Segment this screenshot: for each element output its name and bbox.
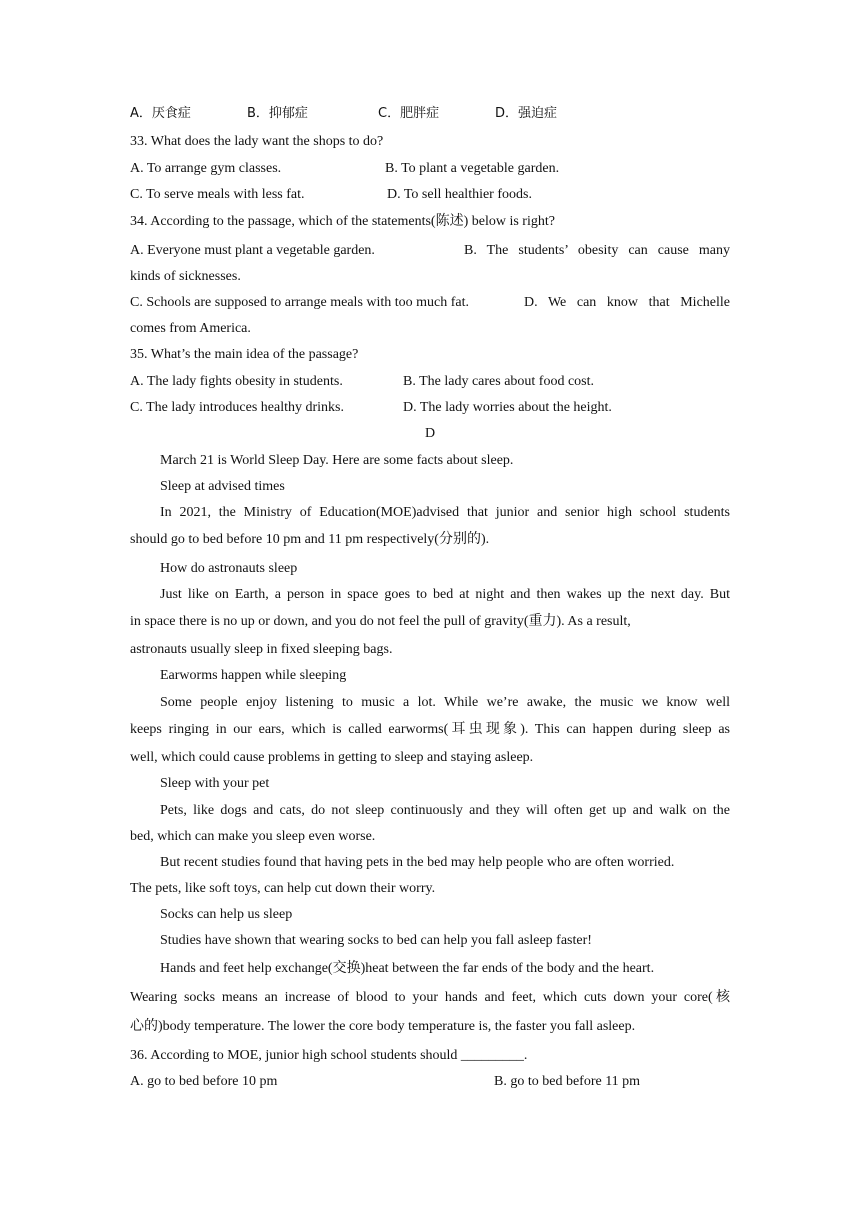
q35-option-c: C. The lady introduces healthy drinks. [130,400,344,415]
q36-options-row1 [130,1072,730,1092]
heading-advised-times: Sleep at advised times [160,479,285,494]
p7-line1: Hands and feet help exchange(交换)heat between the far ends of the body and the heart. [160,961,655,976]
q34-question: 34. According to the passage, which of the statements(陈述) below is right? [130,214,555,229]
q35-options-row2 [130,398,730,418]
p1-line2: should go to bed before 10 pm and 11 pm respectively(分别的). [130,532,490,547]
p2-line2: in space there is no up or down, and you do not feel the pull of gravity(重力). As a result, [130,614,631,629]
p2-line3: astronauts usually sleep in fixed sleeping bags. [130,642,393,657]
q35-option-b: B. The lady cares about food cost. [403,374,595,389]
q36-option-a: A. go to bed before 10 pm [130,1074,278,1089]
section-letter: D [424,426,436,441]
q33-options-row2 [130,185,730,205]
heading-earworms: Earworms happen while sleeping [160,668,347,683]
q34-option-b-cont: kinds of sicknesses. [130,269,241,284]
q33-option-a: A. To arrange gym classes. [130,161,282,176]
p7-line3: 心的)body temperature. The lower the core body temperature is, the faster you fall asleep. [130,1019,636,1034]
p3-line2: keeps ringing in our ears, which is called earworms(耳虫现象). This can happen during sleep as [130,722,730,737]
q34-option-d-cont: comes from America. [130,321,251,336]
q32-option-d: D．强迫症 [495,106,558,121]
q33-option-d: D. To sell healthier foods. [387,187,532,202]
q35-option-a: A. The lady fights obesity in students. [130,374,343,389]
q35-options-row1 [130,372,730,392]
q32-option-a: A．厌食症 [130,106,191,121]
q36-question: 36. According to MOE, junior high school students should _________. [130,1048,528,1063]
q34-option-a: A. Everyone must plant a vegetable garden. [130,243,375,258]
heading-astronauts: How do astronauts sleep [160,561,298,576]
p3-line1: Some people enjoy listening to music a lot. While we’re awake, the music we know well [160,695,730,710]
p5-line1: But recent studies found that having pets in the bed may help people who are often worried. [160,855,675,870]
q34-option-b: B. The students’ obesity can cause many [464,243,730,258]
q34-option-c: C. Schools are supposed to arrange meals with too much fat. [130,295,470,310]
p4-line2: bed, which can make you sleep even worse. [130,829,376,844]
p7-line2: Wearing socks means an increase of blood to your hands and feet, which cuts down your core(核 [130,990,730,1005]
p6: Studies have shown that wearing socks to bed can help you fall asleep faster! [160,933,592,948]
heading-socks: Socks can help us sleep [160,907,293,922]
p1-line1: In 2021, the Ministry of Education(MOE)advised that junior and senior high school students [160,505,730,520]
heading-pet: Sleep with your pet [160,776,270,791]
q33-options-row1 [130,159,730,179]
q34-option-d: D. We can know that Michelle [524,295,730,310]
p2-line1: Just like on Earth, a person in space goes to bed at night and then wakes up the next day. But [160,587,730,602]
q34-options-row2 [130,293,730,313]
q34-options-row1 [130,241,730,261]
q33-option-b: B. To plant a vegetable garden. [385,161,560,176]
q32-options [130,104,730,124]
q32-option-c: C．肥胖症 [378,106,440,121]
q36-option-b: B. go to bed before 11 pm [494,1074,641,1089]
q35-question: 35. What’s the main idea of the passage? [130,347,359,362]
p3-line3: well, which could cause problems in getting to sleep and staying asleep. [130,750,534,765]
q32-option-b: B．抑郁症 [247,106,308,121]
q33-question: 33. What does the lady want the shops to do? [130,134,384,149]
q33-option-c: C. To serve meals with less fat. [130,187,305,202]
p5-line2: The pets, like soft toys, can help cut down their worry. [130,881,436,896]
p4-line1: Pets, like dogs and cats, do not sleep continuously and they will often get up and walk on the [160,803,730,818]
q35-option-d: D. The lady worries about the height. [403,400,612,415]
passage-intro: March 21 is World Sleep Day. Here are some facts about sleep. [160,453,514,468]
